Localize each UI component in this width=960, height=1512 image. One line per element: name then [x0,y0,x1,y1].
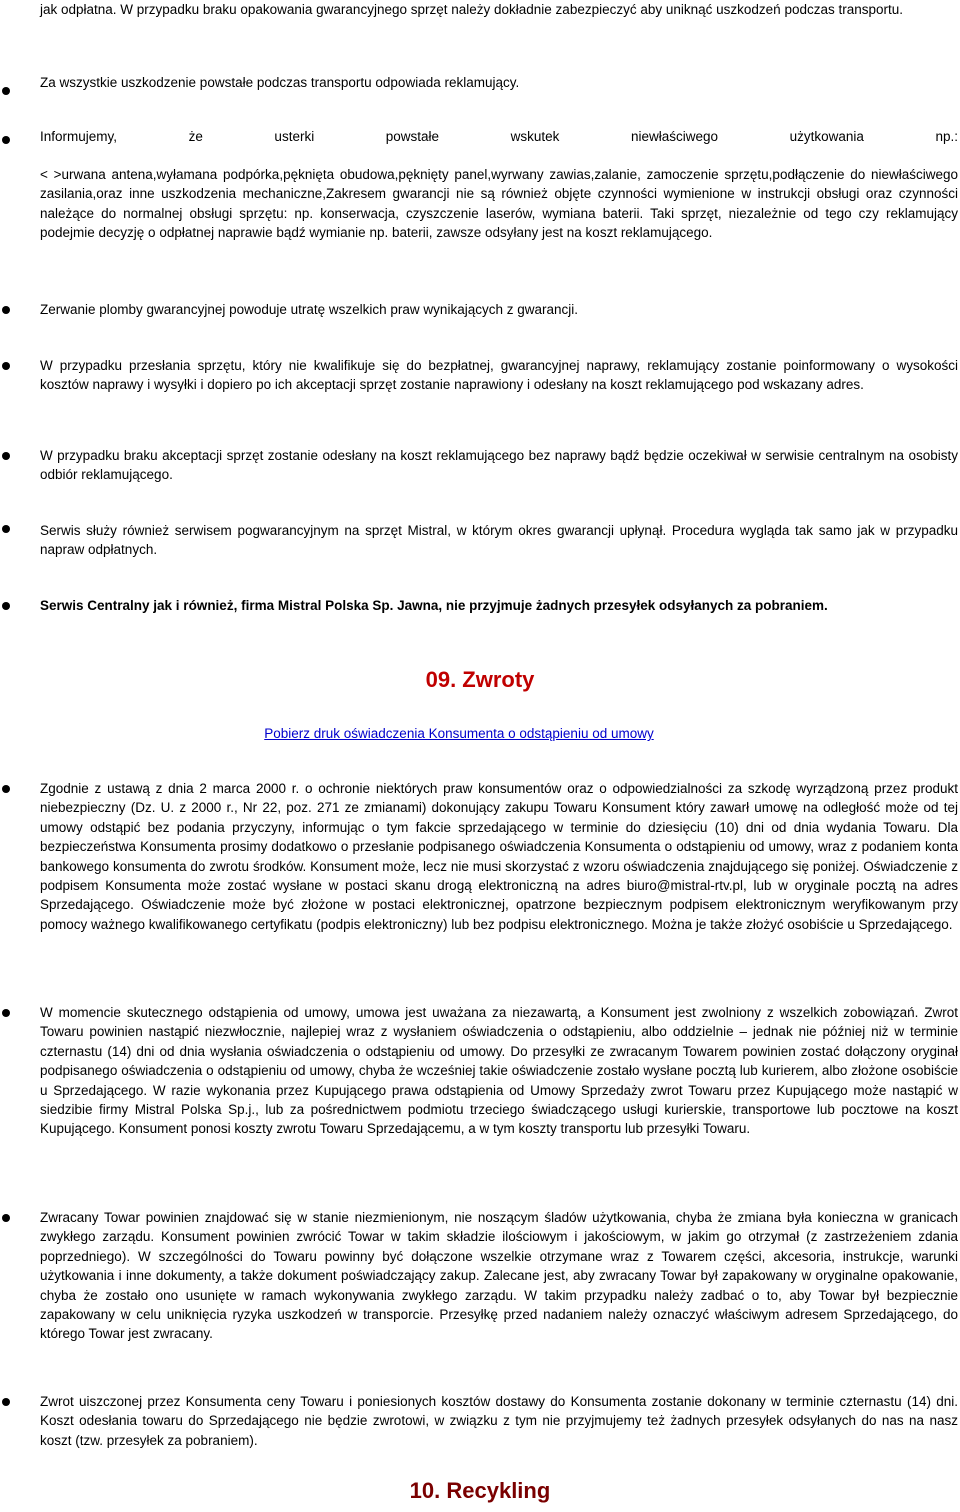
intro-paragraph: jak odpłatna. W przypadku braku opakowania gwarancyjnego sprzęt należy dokładnie zabezpieczyć aby uniknąć uszkodzeń podczas transportu. [40,2,904,17]
list-item-stan: Zwracany Towar powinien znajdować się w stanie niezmienionym, nie noszącym śladów użytkowania, chyba że zmiana była konieczna w granicach zwykłego zarządu. Konsument powinien zwrócić Towar w takim składzie ilościowym i jakościowym, w jakim go otrzymał (z zastrzeżeniem zdania poprzedniego). W szczególności do Towaru powinny być dołączone wszelkie otrzymane wraz z Towarem części, akcesoria, instrukcje, warunki użytkowania i inne dokumenty, a także dokument poświadczający zakup. Zalecane jest, aby zwracany Towar był zapakowany w oryginalne opakowanie, chyba że zostało ono usunięte w ramach wykonywania zwykłego zarządu. W takim przypadku należy zadbać o to, aby Towar był bezpiecznie zapakowany w celu uniknięcia ryzyka uszkodzeń w transporcie. Przesyłkę przed nadaniem należy oznaczyć właściwym adresem Sprzedającego, do którego Towar jest zwracany. [40,1210,958,1342]
bullet-icon [2,306,10,314]
bullet-icon [2,602,10,610]
list-item-brak-akceptacji: W przypadku braku akceptacji sprzęt zostanie odesłany na koszt reklamującego bez naprawy bądź będzie oczekiwał w serwisie centralnym na osobisty odbiór reklamującego. [40,448,958,483]
section-title-recykling: 10. Recykling [409,1478,551,1503]
bullet-icon [2,87,10,95]
list-item-kwalifikacja: W przypadku przesłania sprzętu, który nie kwalifikuje się do bezpłatnej, gwarancyjnej naprawy, reklamujący zostanie poinformowany o wysokości kosztów naprawy i wysyłki i dopiero po ich akceptacji sprzęt zostanie naprawiony i odesłany na koszt reklamującego pod wskazany adres. [40,358,958,393]
bullet-icon [2,136,10,144]
list-item-koszty: Zwrot uiszczonej przez Konsumenta ceny Towaru i poniesionych kosztów dostawy do Konsumenta zostanie dokonany w terminie czternastu (14) dni. Koszt odesłania towaru do Sprzedającego nie będzie zwrotowi, w związku z tym nie przyjmujemy też żadnych przesyłek odsyłanych do nas na nasz koszt (tzw. przesyłek za pobraniem). [40,1394,958,1448]
bullet-icon [2,1398,10,1406]
list-item-ustawa: Zgodnie z ustawą z dnia 2 marca 2000 r. o ochronie niektórych praw konsumentów oraz o odpowiedzialności za szkodę wyrządzoną przez produkt niebezpieczny (Dz. U. z 2000 r., Nr 22, poz. 271 ze zmianami) dokonujący zakupu Towaru Konsument który zawarł umowę na odległość może od tej umowy odstąpić bez podania przyczyny, informując o tym fakcie sprzedającego w terminie do dziesięciu (10) dni od dnia wydania Towaru. Dla bezpieczeństwa Konsumenta prosimy dodatkowo o przesłanie podpisanego oświadczenia Konsumenta o odstąpieniu od umowy, wraz z podaniem konta bankowego konsumenta do zwrotu środków. Konsument może, lecz nie musi skorzystać z wzoru oświadczenia znajdującego się poniżej. Oświadczenie z podpisem Konsumenta może zostać wysłane w postaci skanu drogą elektroniczną na adres biuro@mistral-rtv.pl, lub w oryginale pocztą na adres Sprzedającego. Oświadczenie może być złożone w postaci elektronicznej, opatrzone bezpiecznym podpisem elektronicznym weryfikowanym przy pomocy ważnego kwalifikowanego certyfikatu (podpis elektroniczny) lub bez podpisu elektronicznego. Można je także złożyć osobiście u Sprzedającego. [40,781,958,932]
bullet-icon [2,1009,10,1017]
list-item-usterki-details: < >urwana antena,wyłamana podpórka,pęknięta obudowa,pęknięty panel,wyrwany zawias,zalanie, zamoczenie sprzętu,podłączenie do niewłaściwego zasilania,oraz inne uszkodzenia mechaniczne,Zakresem gwarancji nie są również objęte czynności wymienione w instrukcji obsługi oraz czynności należące do normalnej obsługi sprzętu: np. konserwacja, czyszczenie laserów, wymiana baterii. Taki sprzęt, niezależnie od tego czy reklamujący podejmie decyzję o odpłatnej naprawie bądź wymianie np. baterii, zawsze odsyłany jest na koszt reklamującego. [40,167,958,241]
list-item-pobranie: Serwis Centralny jak i również, firma Mistral Polska Sp. Jawna, nie przyjmuje żadnych przesyłek odsyłanych za pobraniem. [40,598,828,613]
bullet-icon [2,1214,10,1222]
list-item-pogwarancyjny: Serwis służy również serwisem pogwarancyjnym na sprzęt Mistral, w którym okres gwarancji upłynął. Procedura wygląda tak samo jak w przypadku napraw odpłatnych. [40,523,958,558]
bullet-icon [2,452,10,460]
section-title-zwroty: 09. Zwroty [425,667,535,692]
list-item-skuteczne: W momencie skutecznego odstąpienia od umowy, umowa jest uważana za niezawartą, a Konsument jest zwolniony z wszelkich zobowiązań. Zwrot Towaru powinien nastąpić niezwłocznie, najlepiej wraz z wysłaniem oświadczenia o odstąpieniu, albo oddzielnie – jednak nie później niż w terminie czternastu (14) dni od dnia wysłania oświadczenia o odstąpieniu od umowy. Do przesyłki ze zwracanym Towarem powinien zostać dołączony oryginał podpisanego oświadczenia o odstąpieniu od umowy, chyba że wcześniej takie oświadczenie zostało wysłane pocztą lub kurierem, albo złożone osobiście u Sprzedającego. W razie wykonania przez Kupującego prawa odstąpienia od Umowy Sprzedaży zwrot Towaru przez Kupującego może nastąpić w siedzibie firmy Mistral Polska Sp.j., lub za pośrednictwem podmiotu trzeciego świadczącego usługi kurierskie, transportowe lub pocztowe na koszt Kupującego. Konsument ponosi koszty zwrotu Towaru Sprzedającemu, a w tym koszty transportu lub przesyłki Towaru. [40,1005,958,1137]
bullet-icon [2,785,10,793]
list-item-plomba: Zerwanie plomby gwarancyjnej powoduje utratę wszelkich praw wynikających z gwarancji. [40,302,578,317]
list-item-usterki: Informujemy, że usterki powstałe wskutek niewłaściwego użytkowania np.: [40,129,958,144]
download-form-link[interactable]: Pobierz druk oświadczenia Konsumenta o odstąpieniu od umowy [264,726,654,741]
bullet-icon [2,362,10,370]
list-item-transport: Za wszystkie uszkodzenie powstałe podczas transportu odpowiada reklamujący. [40,75,520,90]
bullet-icon [2,525,10,533]
